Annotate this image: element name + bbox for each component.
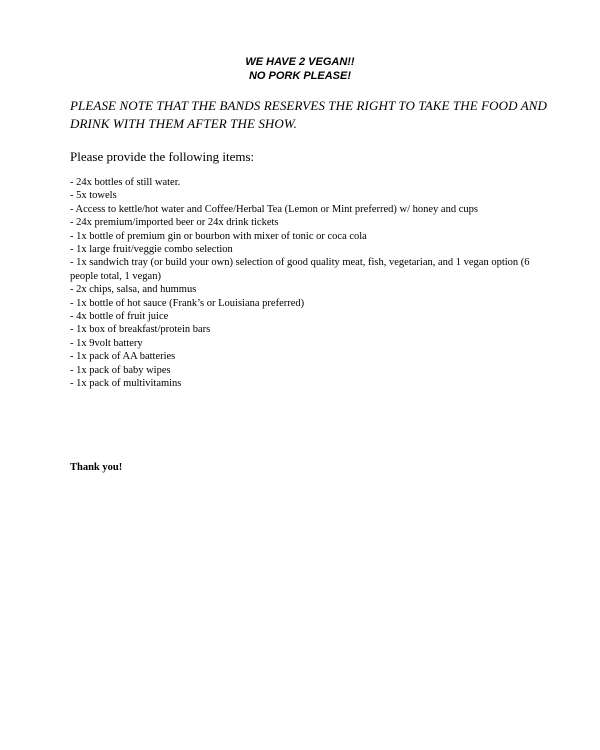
list-item: - 1x bottle of premium gin or bourbon with mixer of tonic or coca cola [70, 230, 367, 242]
requested-items-list [70, 176, 545, 391]
list-item: - 4x bottle of fruit juice [70, 311, 169, 323]
list-item: - 2x chips, salsa, and hummus [70, 284, 197, 296]
list-item: - 24x premium/imported beer or 24x drink tickets [70, 217, 279, 229]
band-rights-note: PLEASE NOTE THAT THE BANDS RESERVES THE RIGHT TO TAKE THE FOOD AND DRINK WITH THEM AFTER THE SHOW. [70, 98, 548, 131]
header-vegan-notice: WE HAVE 2 VEGAN!! [245, 56, 355, 68]
list-item: - 24x bottles of still water. [70, 177, 181, 188]
list-item: - 5x towels [70, 190, 117, 202]
list-item: - 1x sandwich tray (or build your own) selection of good quality meat, fish, vegetarian, and 1 vegan option (6 people total, 1 vegan) [70, 257, 530, 282]
list-item: - 1x bottle of hot sauce (Frank’s or Louisiana preferred) [70, 297, 305, 309]
list-item: - 1x pack of AA batteries [70, 351, 176, 363]
list-item: - 1x pack of multivitamins [70, 378, 182, 390]
list-item: - Access to kettle/hot water and Coffee/Herbal Tea (Lemon or Mint preferred) w/ honey and cups [70, 203, 478, 215]
list-item: - 1x pack of baby wipes [70, 364, 171, 376]
list-item: - 1x box of breakfast/protein bars [70, 324, 211, 336]
list-item: - 1x 9volt battery [70, 337, 143, 349]
items-intro: Please provide the following items: [70, 149, 255, 164]
list-item: - 1x large fruit/veggie combo selection [70, 244, 233, 256]
header-no-pork-notice: NO PORK PLEASE! [248, 70, 352, 82]
closing-thanks: Thank you! [70, 462, 123, 473]
